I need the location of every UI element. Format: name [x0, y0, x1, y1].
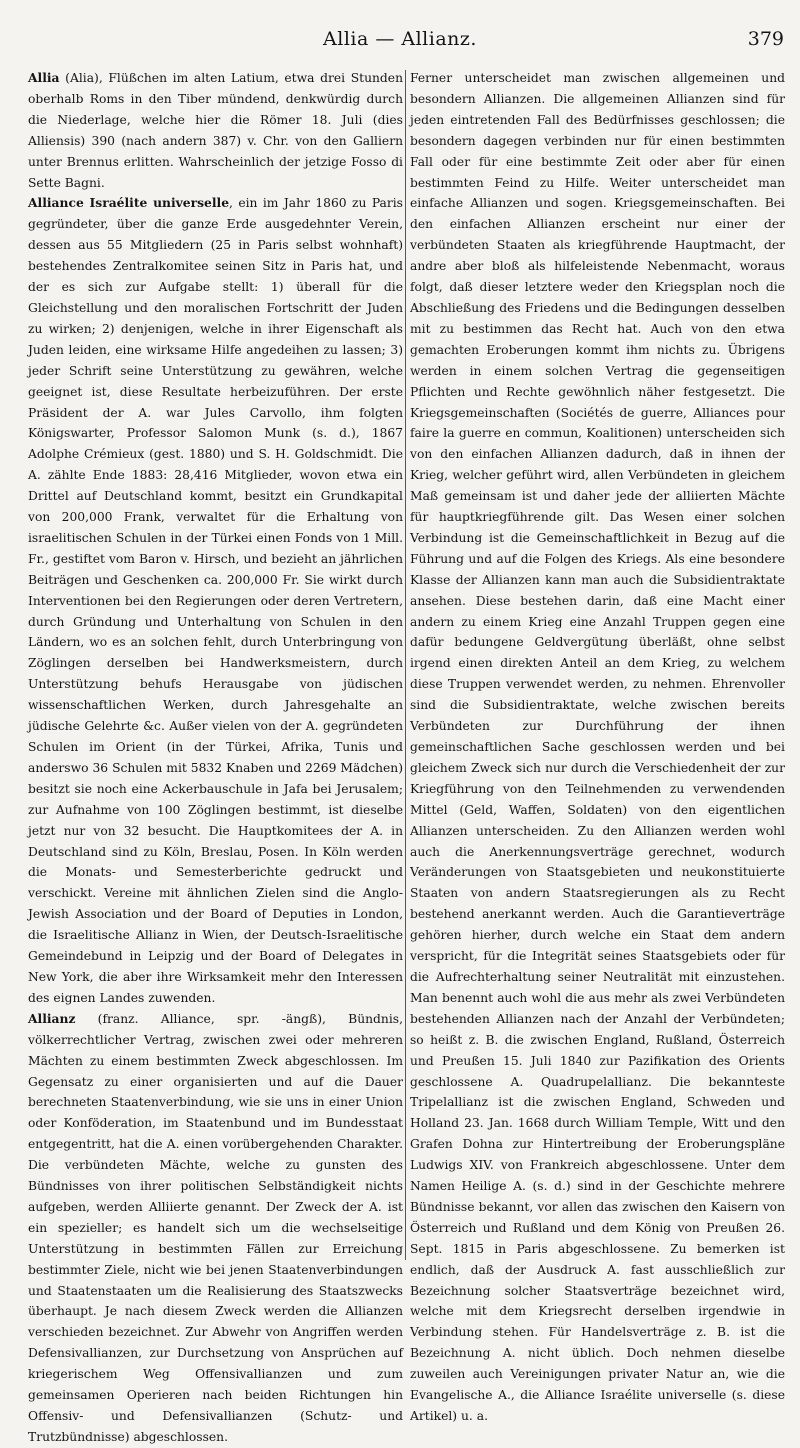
page-number: 379	[747, 28, 784, 50]
left-column	[28, 68, 403, 1444]
entry-allianz-text: (franz. Alliance, spr. -ängß), Bündnis, völkerrechtlicher Vertrag, zwischen zwei oder mehreren Mächten zu einem bestimmten Zweck abgeschlossen. Im Gegensatz zu einer organisierten und auf die Dauer berechneten Staatenverbindung, wie sie uns in einer Union oder Konföderation, im Staatenbund und im Bundesstaat entgegentritt, hat die A. einen vorübergehenden Charakter. Die verbündeten Mächte, welche zu gunsten des Bündnisses von ihrer politischen Selbständigkeit nichts aufgeben, werden Alliierte genannt. Der Zweck der A. ist ein spezieller; es handelt sich um die wechselseitige Unterstützung in bestimmten Fällen zur Erreichung bestimmter Ziele, nicht wie bei jenen Staatenverbindungen und Staatenstaaten um die Realisierung des Staatszwecks überhaupt. Je nach diesem Zweck werden die Allianzen verschieden bezeichnet. Zur Abwehr von Angriffen werden Defensivallianzen, zur Durchsetzung von Ansprüchen auf kriegerischem Weg Offensivallianzen und zum gemeinsamen Operieren nach beiden Richtungen hin Offensiv- und Defensivallianzen (Schutz- und Trutzbündnisse) abgeschlossen.	[28, 1011, 403, 1444]
allianz-continuation: Ferner unterscheidet man zwischen allgemeinen und besondern Allianzen. Die allgemeinen Allianzen sind für jeden eintretenden Fall des Bedürfnisses geschlossen; die besondern dagegen verbinden nur für einen bestimmten Fall oder für eine bestimmte Zeit oder aber für einen bestimmten Feind zu Hilfe. Weiter unterscheidet man einfache Allianzen und sogen. Kriegsgemeinschaften. Bei den einfachen Allianzen erscheint nur einer der verbündeten Staaten als kriegführende Hauptmacht, der andre aber bloß als hilfeleistende Nebenmacht, woraus folgt, daß dieser letztere weder den Kriegsplan noch die Abschließung des Friedens und die Bedingungen desselben mit zu bestimmen das Recht hat. Auch von den etwa gemachten Eroberungen kommt ihm nichts zu. Übrigens werden in einem solchen Vertrag die gegenseitigen Pflichten und Rechte gewöhnlich näher festgesetzt. Die Kriegsgemeinschaften (Sociétés de guerre, Alliances pour faire la guerre en commun, Koalitionen) unterscheiden sich von den einfachen Allianzen dadurch, daß in ihnen der Krieg, welcher geführt wird, allen Verbündeten in gleichem Maß gemeinsam ist und daher jede der alliierten Mächte für hauptkriegführende gilt. Das Wesen einer solchen Verbindung ist die Gemeinschaftlichkeit in Bezug auf die Führung und auf die Folgen des Kriegs. Als eine besondere Klasse der Allianzen kann man auch die Subsidientraktate ansehen. Diese bestehen darin, daß eine Macht einer andern zu einem Krieg eine Anzahl Truppen gegen eine dafür bedungene Geldvergütung überläßt, ohne selbst irgend einen direkten Anteil an dem Krieg, zu welchem diese Truppen verwendet werden, zu nehmen. Ehrenvoller sind die Subsidientraktate, welche zwischen bereits Verbündeten zur Durchführung der ihnen gemeinschaftlichen Sache geschlossen werden und bei gleichem Zweck sich nur durch die Verschiedenheit der zur Kriegführung von den Teilnehmenden zu verwendenden Mittel (Geld, Waffen, Soldaten) von den eigentlichen Allianzen unterscheiden. Zu den Allianzen werden wohl auch die Anerkennungsverträge gerechnet, wodurch Veränderungen von Staatsgebieten und neukonstituierte Staaten von andern Staatsregierungen als zu Recht bestehend anerkannt werden. Auch die Garantieverträge gehören hierher, durch welche ein Staat dem andern verspricht, für die Integrität seines Staatsgebiets oder für die Aufrechterhaltung seiner Neutralität mit einzustehen. Man benennt auch wohl die aus mehr als zwei Verbündeten bestehenden Allianzen nach der Anzahl der Verbündeten; so heißt z. B. die zwischen England, Rußland, Österreich und Preußen 15. Juli 1840 zur Pazifikation des Orients geschlossene A. Quadrupelallianz. Die bekannteste Tripelallianz ist die zwischen England, Schweden und Holland 23. Jan. 1668 durch William Temple, Witt und den Grafen Dohna zur Hintertreibung der Eroberungspläne Ludwigs XIV. von Frankreich abgeschlossene. Unter dem Namen Heilige A. (s. d.) sind in der Geschichte mehrere Bündnisse bekannt, vor allen das zwischen den Kaisern von Österreich und Rußland und dem König von Preußen 26. Sept. 1815 in Paris abgeschlossene. Zu bemerken ist endlich, daß der Ausdruck A. fast ausschließlich zur Bezeichnung solcher Staatsverträge bezeichnet wird, welche mit dem Kriegsrecht derselben irgendwie in Verbindung stehen. Für Handelsverträge z. B. ist die Bezeichnung A. nicht üblich. Doch nehmen dieselbe zuweilen auch Vereinigungen privater Natur an, wie die Evangelische A., die Alliance Israélite universelle (s. diese Artikel) u. a.	[410, 71, 785, 1423]
page-header	[0, 24, 800, 60]
headword-allia: Allia	[28, 70, 60, 85]
entry-allianz	[28, 1009, 403, 1448]
entry-alliance-israelite	[28, 193, 403, 1008]
entry-allia	[28, 68, 403, 193]
headword-alliance-israelite: Alliance Israélite universelle	[28, 195, 230, 211]
entry-allia-text: (Alia), Flüßchen im alten Latium, etwa drei Stunden oberhalb Roms in den Tiber mündend, denkwürdig durch die Niederlage, welche hier die Römer 18. Juli (dies Alliensis) 390 (nach andern 387) v. Chr. von den Galliern unter Brennus erlitten. Wahrscheinlich der jetzige Fosso di Sette Bagni.	[28, 71, 403, 190]
column-divider	[405, 70, 406, 1260]
headword-allianz: Allianz	[28, 1010, 76, 1026]
running-title: Allia — Allianz.	[323, 28, 477, 50]
right-column	[410, 68, 785, 1423]
entry-alliance-israelite-text: , ein im Jahr 1860 zu Paris gegründeter, über die ganze Erde ausgedehnter Verein, dessen aus 55 Mitgliedern (25 in Paris selbst wohnhaft) bestehendes Zentralkomitee seinen Sitz in Paris hat, und der es sich zur Aufgabe stellt: 1) überall für die Gleichstellung und den moralischen Fortschritt der Juden zu wirken; 2) denjenigen, welche in ihrer Eigenschaft als Juden leiden, eine wirksame Hilfe angedeihen zu lassen; 3) jeder Schrift seine Unterstützung zu gewähren, welche geeignet ist, diese Resultate herbeizuführen. Der erste Präsident der A. war Jules Carvollo, ihm folgten Königswarter, Professor Salomon Munk (s. d.), 1867 Adolphe Crémieux (gest. 1880) und S. H. Goldschmidt. Die A. zählte Ende 1883: 28,416 Mitglieder, wovon etwa ein Drittel auf Deutschland kommt, besitzt ein Grundkapital von 200,000 Frank, verwaltet für die Erhaltung von israelitischen Schulen in der Türkei einen Fonds von 1 Mill. Fr., gestiftet vom Baron v. Hirsch, und bezieht an jährlichen Beiträgen und Geschenken ca. 200,000 Fr. Sie wirkt durch Interventionen bei den Regierungen oder deren Vertretern, durch Gründung und Unterhaltung von Schulen in den Ländern, wo es an solchen fehlt, durch Unterbringung von Zöglingen derselben bei Handwerksmeistern, durch Unterstützung behufs Herausgabe von jüdischen wissenschaftlichen Werken, durch Jahresgehalte an jüdische Gelehrte &c. Außer vielen von der A. gegründeten Schulen im Orient (in der Türkei, Afrika, Tunis und anderswo 36 Schulen mit 5832 Knaben und 2269 Mädchen) besitzt sie noch eine Ackerbauschule in Jafa bei Jerusalem; zur Aufnahme von 100 Zöglingen bestimmt, ist dieselbe jetzt nur von 32 besucht. Die Hauptkomitees der A. in Deutschland sind zu Köln, Breslau, Posen. In Köln werden die Monats- und Semesterberichte gedruckt und verschickt. Vereine mit ähnlichen Zielen sind die Anglo-Jewish Association und der Board of Deputies in London, die Israelitische Allianz in Wien, der Deutsch-Israelitische Gemeindebund in Leipzig und der Board of Delegates in New York, die aber ihre Wirksamkeit mehr den Interessen des eignen Landes zuwenden.	[28, 196, 403, 1005]
